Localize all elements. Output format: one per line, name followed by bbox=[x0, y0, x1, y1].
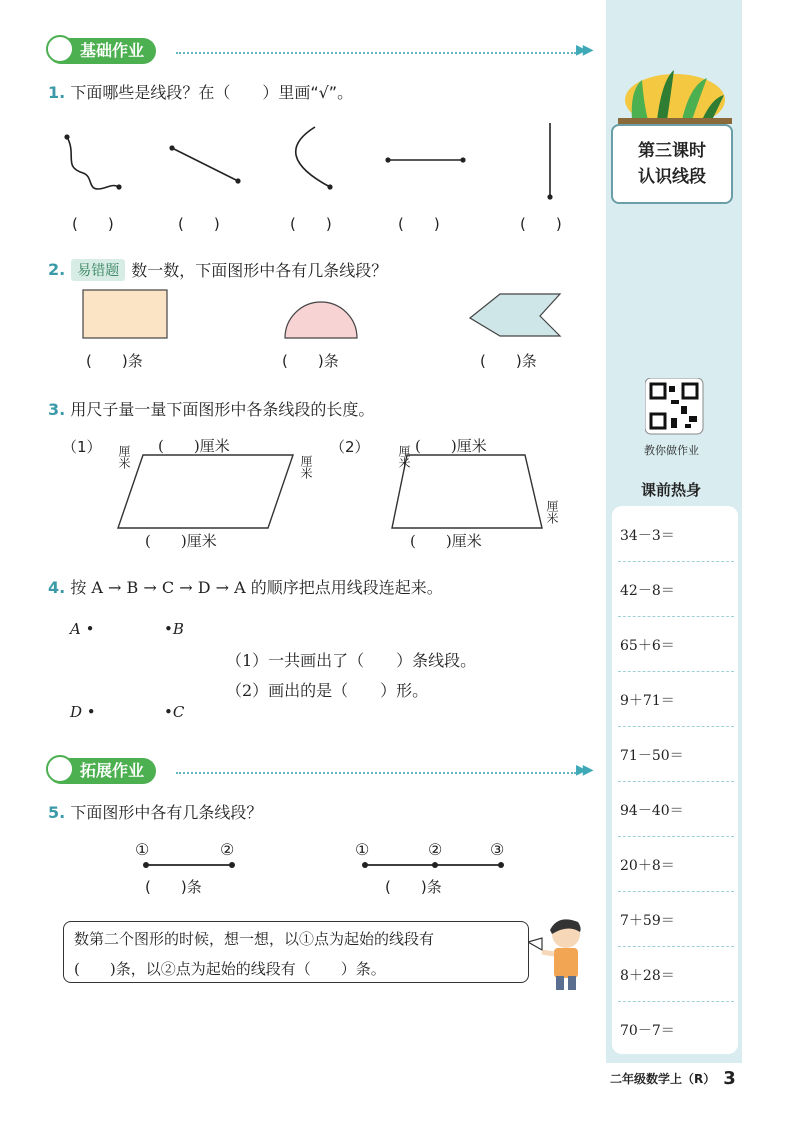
lightbulb-icon bbox=[46, 35, 74, 63]
double-arrow-icon: ▶▶ bbox=[576, 762, 590, 778]
divider bbox=[176, 772, 576, 774]
section-extended-header bbox=[48, 758, 156, 784]
page-footer bbox=[610, 1066, 790, 1090]
marker-1: ① bbox=[135, 840, 150, 859]
length-blank[interactable]: ( )厘米 bbox=[415, 437, 487, 455]
q3-prompt bbox=[48, 397, 374, 420]
warmup-item: 20＋8＝ bbox=[618, 838, 734, 892]
hint-line-1: 数第二个图形的时候，想一想，以①点为起始的线段有 bbox=[74, 930, 435, 948]
length-blank[interactable]: ( )厘米 bbox=[158, 437, 230, 455]
lesson-title: 认识线段 bbox=[638, 167, 706, 187]
q3-text: 用尺子量一量下面图形中各条线段的长度。 bbox=[70, 400, 375, 419]
plant-illustration-icon bbox=[612, 60, 738, 126]
warmup-title: 课前热身 bbox=[641, 481, 702, 499]
warmup-item: 9＋71＝ bbox=[618, 673, 734, 727]
point-b: •B bbox=[164, 620, 184, 638]
mistake-prone-badge: 易错题 bbox=[71, 259, 125, 281]
section-basic-header bbox=[48, 38, 156, 64]
q1-number: 1. bbox=[48, 83, 66, 102]
q5-number: 5. bbox=[48, 803, 66, 822]
length-blank[interactable]: ( )厘米 bbox=[410, 532, 482, 550]
answer-blank[interactable]: ( ) bbox=[290, 215, 332, 233]
semicircle-shape bbox=[285, 302, 357, 338]
segment-line bbox=[172, 148, 238, 181]
q5-text: 下面图形中各有几条线段？ bbox=[70, 803, 263, 822]
answer-blank[interactable]: ( )条 bbox=[282, 352, 339, 370]
q5-prompt bbox=[48, 800, 262, 823]
lesson-number: 第三课时 bbox=[638, 141, 706, 161]
q2-number: 2. bbox=[48, 260, 66, 279]
section-basic-title: 基础作业 bbox=[48, 38, 156, 64]
wavy-line bbox=[67, 137, 119, 189]
lesson-title-box bbox=[611, 124, 733, 204]
hint-bubble bbox=[63, 921, 529, 983]
curve-line bbox=[296, 127, 330, 187]
warmup-item: 65＋6＝ bbox=[618, 618, 734, 672]
q4-number: 4. bbox=[48, 578, 66, 597]
arrow-shape bbox=[470, 294, 560, 336]
q4-prompt bbox=[48, 575, 443, 598]
length-blank-vertical[interactable]: 厘米 bbox=[397, 445, 411, 469]
warmup-item: 70－7＝ bbox=[620, 1023, 675, 1039]
marker-1: ① bbox=[355, 840, 370, 859]
q1-figures bbox=[55, 115, 595, 205]
answer-blank[interactable]: ( )条 bbox=[145, 878, 202, 896]
answer-blank[interactable]: ( ) bbox=[520, 215, 562, 233]
qr-caption: 教你做作业 bbox=[644, 444, 699, 457]
answer-blank[interactable]: ( ) bbox=[398, 215, 440, 233]
q3-label-1: （1） bbox=[62, 438, 102, 456]
q1-text: 下面哪些是线段？在（ ）里画“√”。 bbox=[70, 83, 354, 102]
point-a: A • bbox=[70, 620, 95, 638]
book-title: 二年级数学上（R） bbox=[610, 1071, 716, 1086]
point-c: •C bbox=[164, 703, 185, 721]
marker-2: ② bbox=[428, 840, 443, 859]
warmup-item: 7＋59＝ bbox=[618, 893, 734, 947]
length-blank[interactable]: ( )厘米 bbox=[145, 532, 217, 550]
parallelogram-shape bbox=[118, 455, 293, 528]
boy-character-icon bbox=[528, 912, 594, 992]
double-arrow-icon: ▶▶ bbox=[576, 42, 590, 58]
qr-code-icon[interactable] bbox=[645, 378, 705, 436]
answer-blank[interactable]: ( ) bbox=[178, 215, 220, 233]
page-number: 3 bbox=[723, 1067, 736, 1089]
answer-blank[interactable]: ( )条 bbox=[86, 352, 143, 370]
section-extended-title: 拓展作业 bbox=[48, 758, 156, 784]
answer-blank[interactable]: ( )条 bbox=[385, 878, 442, 896]
warmup-item: 8＋28＝ bbox=[618, 948, 734, 1002]
marker-3: ③ bbox=[490, 840, 505, 859]
divider bbox=[176, 52, 576, 54]
marker-2: ② bbox=[220, 840, 235, 859]
warmup-item: 94－40＝ bbox=[618, 783, 734, 837]
q4-sub-2: （2）画出的是（ ）形。 bbox=[226, 681, 429, 700]
length-blank-vertical[interactable]: 厘米 bbox=[299, 455, 313, 479]
length-blank-vertical[interactable]: 厘米 bbox=[117, 445, 131, 469]
length-blank-vertical[interactable]: 厘米 bbox=[545, 500, 559, 524]
rectangle-shape bbox=[83, 290, 167, 338]
trapezoid-shape bbox=[392, 455, 542, 528]
q4-sub-1: （1）一共画出了（ ）条线段。 bbox=[226, 651, 477, 670]
q1-prompt bbox=[48, 80, 353, 103]
q2-figures bbox=[80, 288, 580, 342]
warmup-item: 34－3＝ bbox=[618, 508, 734, 562]
q3-label-2: （2） bbox=[330, 438, 370, 456]
q4-text: 按 A → B → C → D → A 的顺序把点用线段连起来。 bbox=[70, 578, 443, 597]
answer-blank[interactable]: ( )条 bbox=[480, 352, 537, 370]
hint-line-2: ( )条，以②点为起始的线段有（ ）条。 bbox=[74, 960, 386, 978]
q5-figures bbox=[135, 858, 515, 872]
warmup-item: 71－50＝ bbox=[618, 728, 734, 782]
q3-number: 3. bbox=[48, 400, 66, 419]
q2-prompt bbox=[48, 258, 387, 281]
point-d: D • bbox=[70, 703, 96, 721]
warmup-item: 42－8＝ bbox=[618, 563, 734, 617]
answer-blank[interactable]: ( ) bbox=[72, 215, 114, 233]
lightbulb-icon bbox=[46, 755, 74, 783]
q2-text: 数一数，下面图形中各有几条线段？ bbox=[131, 261, 388, 280]
